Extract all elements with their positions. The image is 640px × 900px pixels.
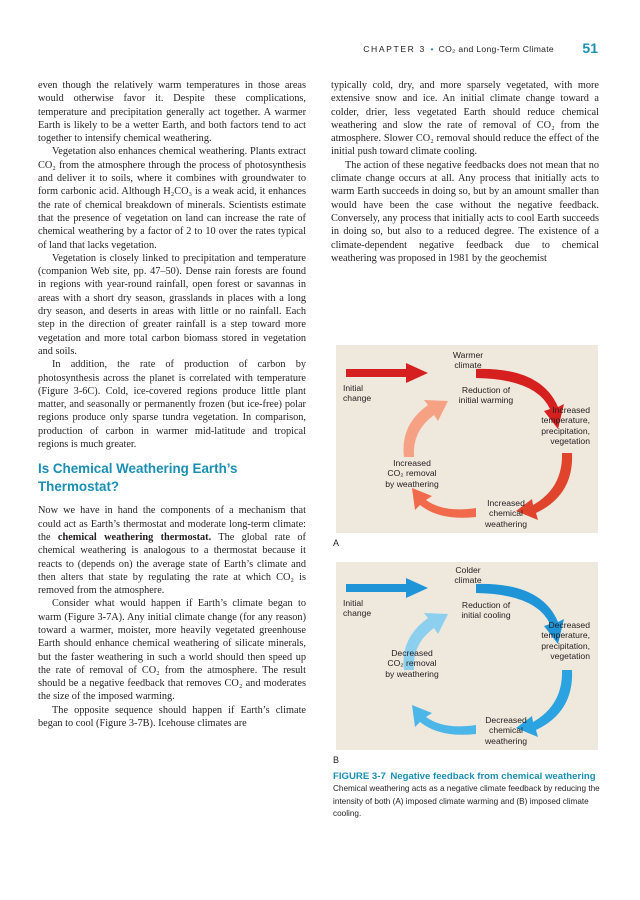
label-reduction-initial-warming: Reduction of initial warming xyxy=(458,385,514,406)
label-increased-temperature: Increased temperature, precipitation, vegetation xyxy=(541,405,590,447)
caption-text: Chemical weathering acts as a negative climate feedback by reducing the intensity of both (A) imposed climate warming and (B) imposed climate cooling. xyxy=(333,784,600,819)
arrow-bottom-left-warm xyxy=(412,488,476,518)
paragraph-text: Now we have in hand the components of a mechanism that could act as Earth’s thermostat and moderate long-term climate: the xyxy=(38,505,306,543)
key-term: chemical weathering thermostat. xyxy=(57,531,212,543)
section-heading: Is Chemical Weathering Earth’s Thermostat? xyxy=(38,461,238,495)
label-increased-weathering: Increased chemical weathering xyxy=(484,498,528,529)
arrow-initial-change-cool xyxy=(346,578,428,598)
right-column xyxy=(331,79,599,265)
caption-title: Negative feedback from chemical weathering xyxy=(390,771,596,782)
paragraph: Consider what would happen if Earth’s climate began to warm (Figure 3-7A). Any initial climate change (for any reason) toward a warmer, moister, more heavily vegetated greenhouse Earth should enhance chemical weathering of silicate minerals, but the faster weathering in such a world should then speed up the rate of removal of CO₂ from the atmosphere. The result should be a negative feedback that removes CO₂ and moderates the size of the imposed warming. xyxy=(38,598,306,703)
chapter-title: CO₂ and Long-Term Climate xyxy=(438,44,554,54)
paragraph xyxy=(38,504,306,597)
label-reduction-initial-cooling: Reduction of initial cooling xyxy=(461,600,511,621)
figure-caption xyxy=(333,771,603,821)
label-colder-climate: Colder climate xyxy=(454,565,482,586)
label-initial-change: Initial change xyxy=(343,598,372,619)
arrow-initial-change-warm xyxy=(346,363,428,383)
figure-panel-b xyxy=(336,562,598,750)
paragraph: In addition, the rate of production of carbon by photosynthesis across the planet is correlated with temperature (Figure 3-6C). Cold, ice-covered regions produce little plant matter, and seasonally or permanently frozen (but ice-free) polar regions produce only sparse tundra vegetation. In comparison, production of carbon in warmer mid-latitude and tropical regions is much greater. xyxy=(38,359,306,451)
caption-label: FIGURE 3-7 xyxy=(333,771,386,782)
paragraph: The action of these negative feedbacks does not mean that no climate change occurs at all. Any process that initially acts to warm Earth succeeds in doing so, but by an amount smaller than would have been the case without the negative feedback. Conversely, any process that initially acts to cool Earth succeeds in doing so, but also to a reduced degree. The existence of a climate-dependent negative feedback due to chemical weathering was proposed in 1981 by the geochemist xyxy=(331,159,599,264)
paragraph: The opposite sequence should happen if Earth’s climate began to cool (Figure 3-7B). Icehouse climates are xyxy=(38,704,306,730)
paragraph: even though the relatively warm temperatures in those areas would otherwise favor it. Despite these complications, temperature and precipitation generally act together. A warmer Earth is likely to be a wetter Earth, and both factors tend to act together to intensify chemical weathering. xyxy=(38,80,306,145)
header-separator: • xyxy=(430,44,434,54)
label-increased-co2-removal: Increased CO₂ removal by weathering xyxy=(385,458,439,489)
paragraph: Vegetation also enhances chemical weathering. Plants extract CO₂ from the atmosphere through the process of photosynthesis and deliver it to soils, where it combines with groundwater to form carbonic acid. Although H₂CO₃ is a weak acid, it enhances the rate of chemical breakdown of minerals. Scientists estimate that the presence of vegetation on land can increase the rate of chemical weathering by a factor of 2 to 10 over the rates typical of land that lacks vegetation. xyxy=(38,146,306,251)
paragraph: typically cold, dry, and more sparsely vegetated, with more extensive snow and ice. An initial climate change toward a colder, drier, less vegetated Earth should reduce chemical weathering and slow the rate of removal of CO₂ from the atmosphere. Slower CO₂ removal should reduce the effect of the initial push toward climate cooling. xyxy=(331,80,599,158)
figure-panel-a xyxy=(336,345,598,533)
paragraph-text: The global rate of chemical weathering is analogous to a thermostat because it reacts to (depends on) the average state of Earth’s climate and then alters that state by regulating the rate at which CO₂ is removed from the atmosphere. xyxy=(38,531,306,597)
figure-panel-label-a: A xyxy=(333,538,340,548)
figure-panel-label-b: B xyxy=(333,755,340,765)
left-column xyxy=(38,79,306,730)
arrow-bottom-left-cool xyxy=(412,705,476,735)
chapter-label: CHAPTER 3 xyxy=(363,44,426,54)
label-decreased-temperature: Decreased temperature, precipitation, vegetation xyxy=(541,620,590,662)
running-header-text xyxy=(363,44,554,54)
label-decreased-weathering: Decreased chemical weathering xyxy=(484,715,528,746)
label-warmer-climate: Warmer climate xyxy=(452,350,484,371)
label-decreased-co2-removal: Decreased CO₂ removal by weathering xyxy=(385,648,439,679)
paragraph: Vegetation is closely linked to precipitation and temperature (companion Web site, pp. 47–50). Dense rain forests are found in regions with year-round rainfall, open forest or savannas in areas with a short dry season, grasslands in places with a long dry season, and deserts in areas with little or no rainfall. Each step in the direction of greater rainfall is a step toward more vegetation and more total carbon biomass stored in vegetation and soils. xyxy=(38,252,306,357)
arrow-left-up-warm xyxy=(404,400,449,457)
label-initial-change: Initial change xyxy=(343,383,372,404)
running-header xyxy=(0,40,640,60)
page-number: 51 xyxy=(582,40,598,56)
